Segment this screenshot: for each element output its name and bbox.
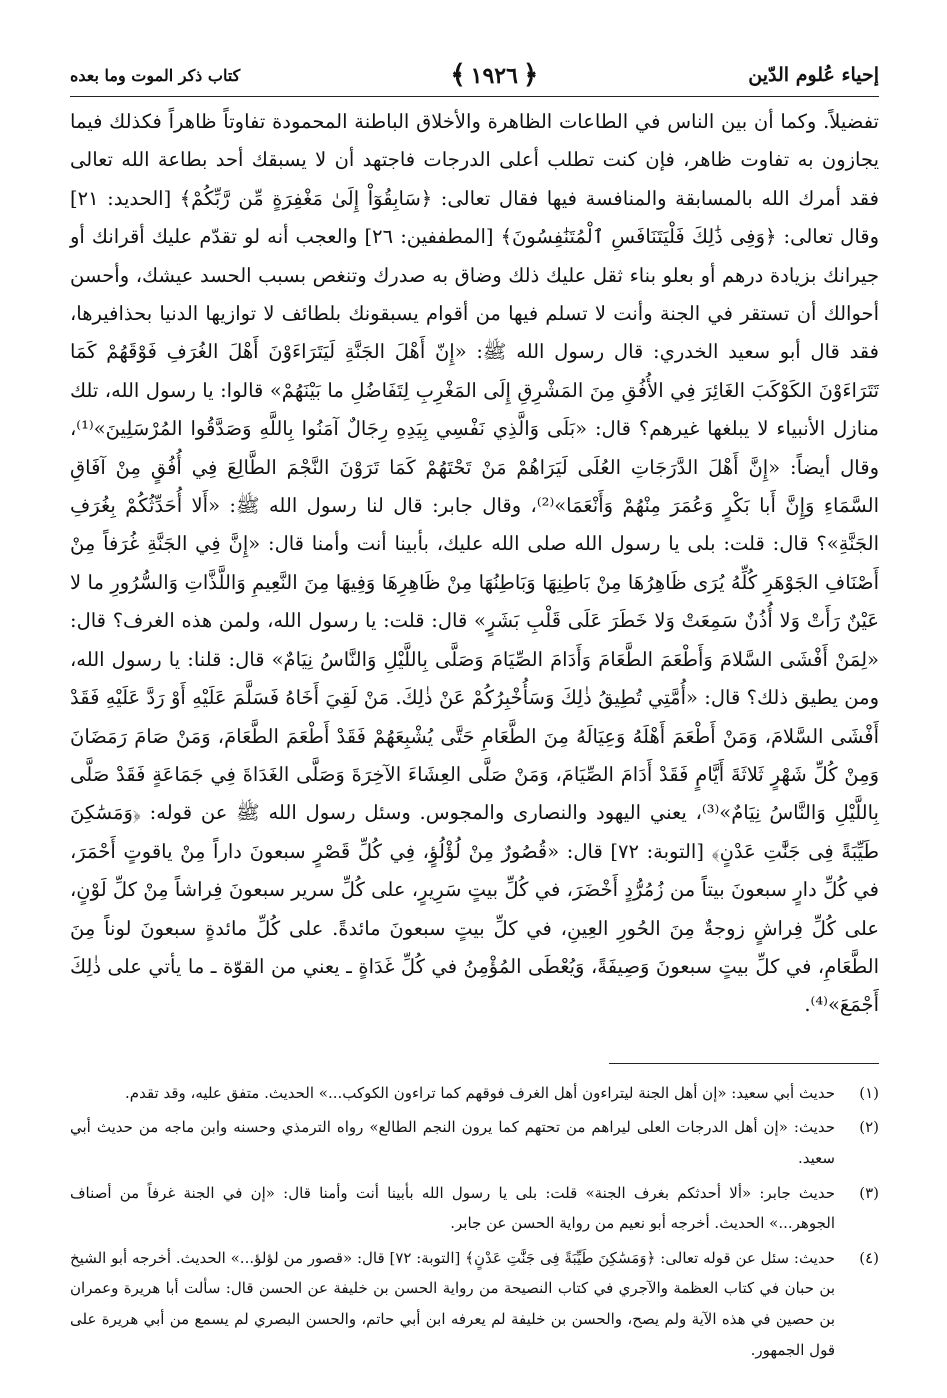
footnote-text: حديث أبي سعيد: «إن أهل الجنة ليتراءون أهل الغرف فوقهم كما تراءون الكوكب...» الحديث. متفق عليه، وقد تقدم. — [125, 1083, 835, 1102]
footnote-number: (٢) — [859, 1118, 879, 1137]
footnotes — [70, 1078, 879, 1365]
footnote — [70, 1078, 879, 1109]
chapter-title: كتاب ذكر الموت وما بعده — [70, 65, 241, 85]
page-header — [70, 58, 879, 97]
page-number-box — [450, 60, 538, 90]
footnote — [70, 1178, 879, 1239]
book-title: إحياء عُلوم الدّين — [748, 64, 879, 86]
footnote-text: حديث: «إن أهل الدرجات العلى ليراهم من تحتهم كما يرون النجم الطالع» رواه الترمذي وحسنه وابن ماجه من حديث أبي سعيد. — [70, 1118, 835, 1167]
footnote-number: (١) — [859, 1083, 879, 1102]
footnote-number: (٤) — [859, 1248, 879, 1267]
page-number: ١٩٢٦ — [470, 63, 518, 89]
footnote-number: (٣) — [859, 1183, 879, 1202]
footnote-text: حديث: سئل عن قوله تعالى: ﴿وَمَسَٰكِنَ طَيِّبَةً فِى جَنَّٰتِ عَدْنٍ﴾ [التوبة: ٧٢] قال: «قصور من لؤلؤ...» الحديث. أخرجه أبو الشيخ بن حبان في كتاب العظمة والآجري في كتاب النصيحة من رواية الحسن بن خليفة عن الحسن قال: سألت أبا هريرة وعمران بن حصين في هذه الآية ولم يصح، والحسن بن خليفة لم يعرفه ابن أبي حاتم، والحسن البصري لم يسمع من أبي هريرة على قول الجمهور. — [70, 1248, 835, 1359]
paragraph: تفضيلاً. وكما أن بين الناس في الطاعات الظاهرة والأخلاق الباطنة المحمودة تفاوتاً ظاهراً فكذلك فيما يجازون به تفاوت ظاهر، فإن كنت تطلب أعلى الدرجات فاجتهد أن لا يسبقك أحد بطاعة الله تعالى فقد أمرك الله بالمسابقة والمنافسة فيها فقال تعالى: ﴿سَابِقُوٓاْ إِلَىٰ مَغْفِرَةٍ مِّن رَّبِّكُمْ﴾ [الحديد: ٢١] وقال تعالى: ﴿وَفِى ذَٰلِكَ فَلْيَتَنَافَسِ ٱلْمُتَنَٰفِسُونَ﴾ [المطففين: ٢٦] والعجب أنه لو تقدّم عليك أقرانك أو جيرانك بزيادة درهم أو بعلو بناء ثقل عليك ذلك وضاق به صدرك وتنغص بسبب الحسد عيشك، وأحسن أحوالك أن تستقر في الجنة وأنت لا تسلم فيها من أقوام يسبقونك بلطائف لا توازيها الدنيا بحذافيرها، فقد قال أبو سعيد الخدري: قال رسول الله ﷺ: «إِنّ أَهْلَ الجَنَّةِ لَيَتَرَاءَوْنَ أَهْلَ الغُرَفِ فَوْقَهُمْ كَمَا تَتَرَاءَوْنَ الكَوْكَبَ الغَائِرَ فِي الأُفُقِ مِنَ المَشْرِقِ إِلَى المَغْرِبِ لِتَفَاضُلِ ما بَيْنَهُمْ» قالوا: يا رسول الله، تلك منازل الأنبياء لا يبلغها غيرهم؟ قال: «بَلَى وَالَّذِي نَفْسِي بِيَدِهِ رِجَالٌ آمَنُوا بِاللَّهِ وَصَدَّقُوا المُرْسَلِينَ»⁽¹⁾، وقال أيضاً: «إِنَّ أَهْلَ الدَّرَجَاتِ العُلَى لَيَرَاهُمْ مَنْ تَحْتَهُمْ كَمَا تَرَوْنَ النَّجْمَ الطَّالِعَ فِي أُفُقٍ مِنْ آفَاقِ السَّمَاءِ وَإِنَّ أَبا بَكْرٍ وَعُمَرَ مِنْهُمْ وَأَنْعَمَا»⁽²⁾، وقال جابر: قال لنا رسول الله ﷺ: «أَلا أُحَدِّثُكُمْ بِغُرَفِ الجَنَّةِ»؟ قال: قلت: بلى يا رسول الله صلى الله عليك، بأبينا أنت وأمنا قال: «إِنَّ فِي الجَنَّةِ غُرَفاً مِنْ أَصْنَافِ الجَوْهَرِ كُلِّهُ يُرَى ظَاهِرُهَا مِنْ بَاطِنِهَا وَبَاطِنُهَا مِنْ ظَاهِرِهَا وَفِيهَا مِنَ النَّعِيمِ وَاللَّذَّاتِ وَالسُّرُورِ ما لا عَيْنٌ رَأَتْ وَلا أُذُنٌ سَمِعَتْ وَلا خَطَرَ عَلَى قَلْبِ بَشَرٍ» قال: قلت: يا رسول الله، ولمن هذه الغرف؟ قال: «لِمَنْ أَفْشَى السَّلامَ وَأَطْعَمَ الطَّعَامَ وَأَدَامَ الصِّيَامَ وَصَلَّى بِاللَّيْلِ وَالنَّاسُ نِيَامٌ» قال: قلنا: يا رسول الله، ومن يطيق ذلك؟ قال: «أُمَّتِي تُطِيقُ ذٰلِكَ وَسَأُخْبِرُكُمْ عَنْ ذٰلِكَ. مَنْ لَقِيَ أَخَاهُ فَسَلَّمَ عَلَيْهِ أَوْ رَدَّ عَلَيْهِ فَقَدْ أَفْشَى السَّلامَ، وَمَنْ أَطْعَمَ أَهْلَهُ وَعِيَالَهُ مِنَ الطَّعَامِ حَتَّى يُشْبِعَهُمْ فَقَدْ أَطْعَمَ الطَّعَامَ، وَمَنْ صَامَ رَمَضَانَ وَمِنْ كُلِّ شَهْرٍ ثَلاثَةَ أَيَّامٍ فَقَدْ أَدَامَ الصِّيَامَ، وَمَنْ صَلَّى العِشَاءَ الآخِرَةَ وَصَلَّى الغَدَاةَ فِي جَمَاعَةٍ فَقَدْ صَلَّى بِاللَّيْلِ وَالنَّاسُ نِيَامٌ»⁽³⁾، يعني اليهود والنصارى والمجوس. وسئل رسول الله ﷺ عن قوله: ﴿وَمَسَٰكِنَ طَيِّبَةً فِى جَنَّٰتِ عَدْنٍ﴾ [التوبة: ٧٢] قال: «قُصُورٌ مِنْ لُؤْلُؤٍ، فِي كُلِّ قَصْرٍ سبعونَ داراً مِنْ ياقوتٍ أَحْمَرَ، في كُلِّ دارٍ سبعونَ بيتاً من زُمُرُّدٍ أَخْضَرَ، في كُلِّ بيتٍ سَرِيرٍ، على كُلِّ سرير سبعونَ فِراشاً مِنْ كلِّ لَوْنٍ، على كُلِّ فِراشٍ زوجةٌ مِنَ الحُورِ العِينِ، في كلِّ بيتٍ سبعونَ مائدةً. على كُلِّ مائدةٍ سبعونَ لوناً مِنَ الطَّعَامِ، في كلِّ بيتٍ سبعونَ وَصِيفَةً، وَيُعْطَى المُؤْمِنُ في كُلِّ غَدَاةٍ ـ يعني من القوّة ـ ما يأتي على ذٰلِكَ أَجْمَعَ»⁽⁴⁾. — [70, 110, 879, 1017]
left-ornament-icon: ﴿ — [523, 60, 539, 90]
footnote — [70, 1243, 879, 1365]
main-text — [70, 103, 879, 1025]
right-ornament-icon: ﴾ — [450, 60, 466, 90]
footnote — [70, 1112, 879, 1173]
footnote-text: حديث جابر: «ألا أحدثكم بغرف الجنة» قلت: بلى يا رسول الله بأبينا أنت وأمنا قال: «إن في الجنة غرفاً من أصناف الجوهر...» الحديث. أخرجه أبو نعيم من رواية الحسن عن جابر. — [70, 1183, 835, 1233]
footnote-separator — [609, 1063, 879, 1064]
